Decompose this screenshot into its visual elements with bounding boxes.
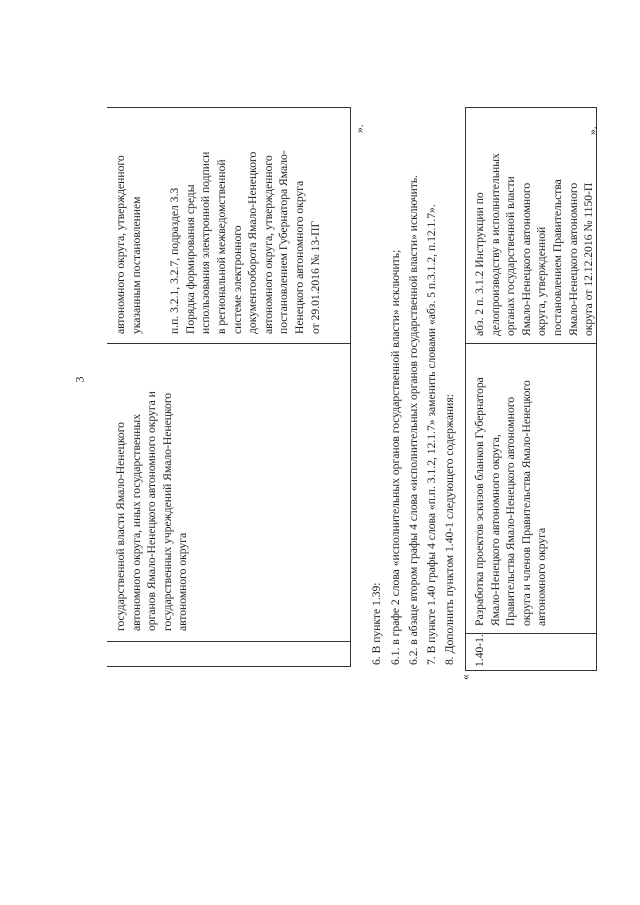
- cell-line: постановлением Губернатора Ямало-: [277, 150, 291, 334]
- cell-line: п.п. 3.2.1, 3.2.7, подраздел 3.3: [168, 187, 182, 334]
- cell-line: органов Ямало-Ненецкого автономного округа и: [145, 391, 159, 631]
- table-column-divider: [466, 343, 596, 344]
- cell-line: Ямало-Ненецкого автономного: [566, 182, 580, 336]
- table-cell-number: [472, 634, 488, 667]
- table-column-divider: [107, 641, 350, 642]
- cell-line: округа и членов Правительства Ямало-Ненецкого: [519, 380, 533, 626]
- cell-line: постановлением Правительства: [550, 179, 564, 336]
- cell-line: абз. 2 п. 3.1.2 Инструкции по: [473, 192, 486, 336]
- table-continuation: [107, 107, 351, 667]
- cell-line: Разработка проектов эскизов бланков Губернатора: [473, 377, 486, 626]
- cell-line: округа от 12.12.2016 № 1150-П: [582, 182, 596, 336]
- cell-line: документооборота Ямало-Ненецкого: [246, 151, 260, 334]
- closing-quote: ».: [353, 124, 366, 133]
- cell-line: Порядка формирования среды: [183, 184, 197, 334]
- paragraph-8: 8. Дополнить пунктом 1.40-1 следующего содержания:: [443, 394, 456, 665]
- cell-line: указанным постановлением: [129, 196, 143, 334]
- paragraph-7: 7. В пункте 1.40 графы 4 слова «п.п. 3.1.2, 12.1.7» заменить словами «абз. 5 п.3.1.2, п.12.1.7».: [425, 204, 438, 665]
- cell-line: Ямало-Ненецкого автономного: [519, 182, 533, 336]
- cell-line: государственной власти Ямало-Ненецкого: [114, 422, 127, 631]
- opening-quote: «: [459, 674, 472, 680]
- table-cell-description: [472, 377, 550, 626]
- page-number: 3: [72, 376, 87, 383]
- cell-line: автономного округа: [535, 527, 549, 626]
- cell-line: автономного округа, утвержденного: [261, 155, 275, 334]
- cell-line: округа, утвержденной: [535, 226, 549, 336]
- cell-line: от 29.01.2016 № 13-ПГ: [308, 220, 322, 334]
- table-cell-basis: [472, 153, 597, 336]
- cell-line: Правительства Ямало-Ненецкого автономного: [504, 396, 518, 626]
- cell-line: Ямало-Ненецкого автономного округа,: [488, 434, 502, 626]
- cell-line: в региональной межведомственной: [214, 159, 228, 334]
- paragraph-6-1: 6.1. в графе 2 слова «исполнительных органов государственной власти» исключить;: [389, 249, 402, 665]
- cell-line: государственных учреждений Ямало-Ненецкого: [160, 392, 174, 631]
- paragraph-6-2: 6.2. в абзаце втором графы 4 слова «исполнительных органов государственной власти» исключить.: [407, 174, 420, 665]
- cell-line: автономного округа, иных государственных: [129, 414, 143, 631]
- cell-line: органах государственной власти: [504, 176, 518, 336]
- cell-line: автономного округа: [176, 532, 190, 631]
- item-number: 1.40-1.: [473, 634, 486, 667]
- cell-line: делопроизводству в исполнительных: [488, 153, 502, 336]
- cell-line: системе электронного: [230, 225, 244, 334]
- cell-line: автономного округа, утвержденного: [114, 155, 127, 334]
- cell-line: Ненецкого автономного округа: [292, 180, 306, 334]
- table-column-divider: [107, 343, 350, 344]
- cell-line: использования электронной подписи: [199, 151, 213, 334]
- table-cell-description: [113, 391, 191, 631]
- paragraph-6: 6. В пункте 1.39:: [370, 582, 383, 665]
- table-new-item: [465, 107, 597, 671]
- closing-quote: ».: [586, 126, 599, 135]
- table-cell-basis: [113, 150, 323, 334]
- rotated-page-content: [45, 105, 605, 895]
